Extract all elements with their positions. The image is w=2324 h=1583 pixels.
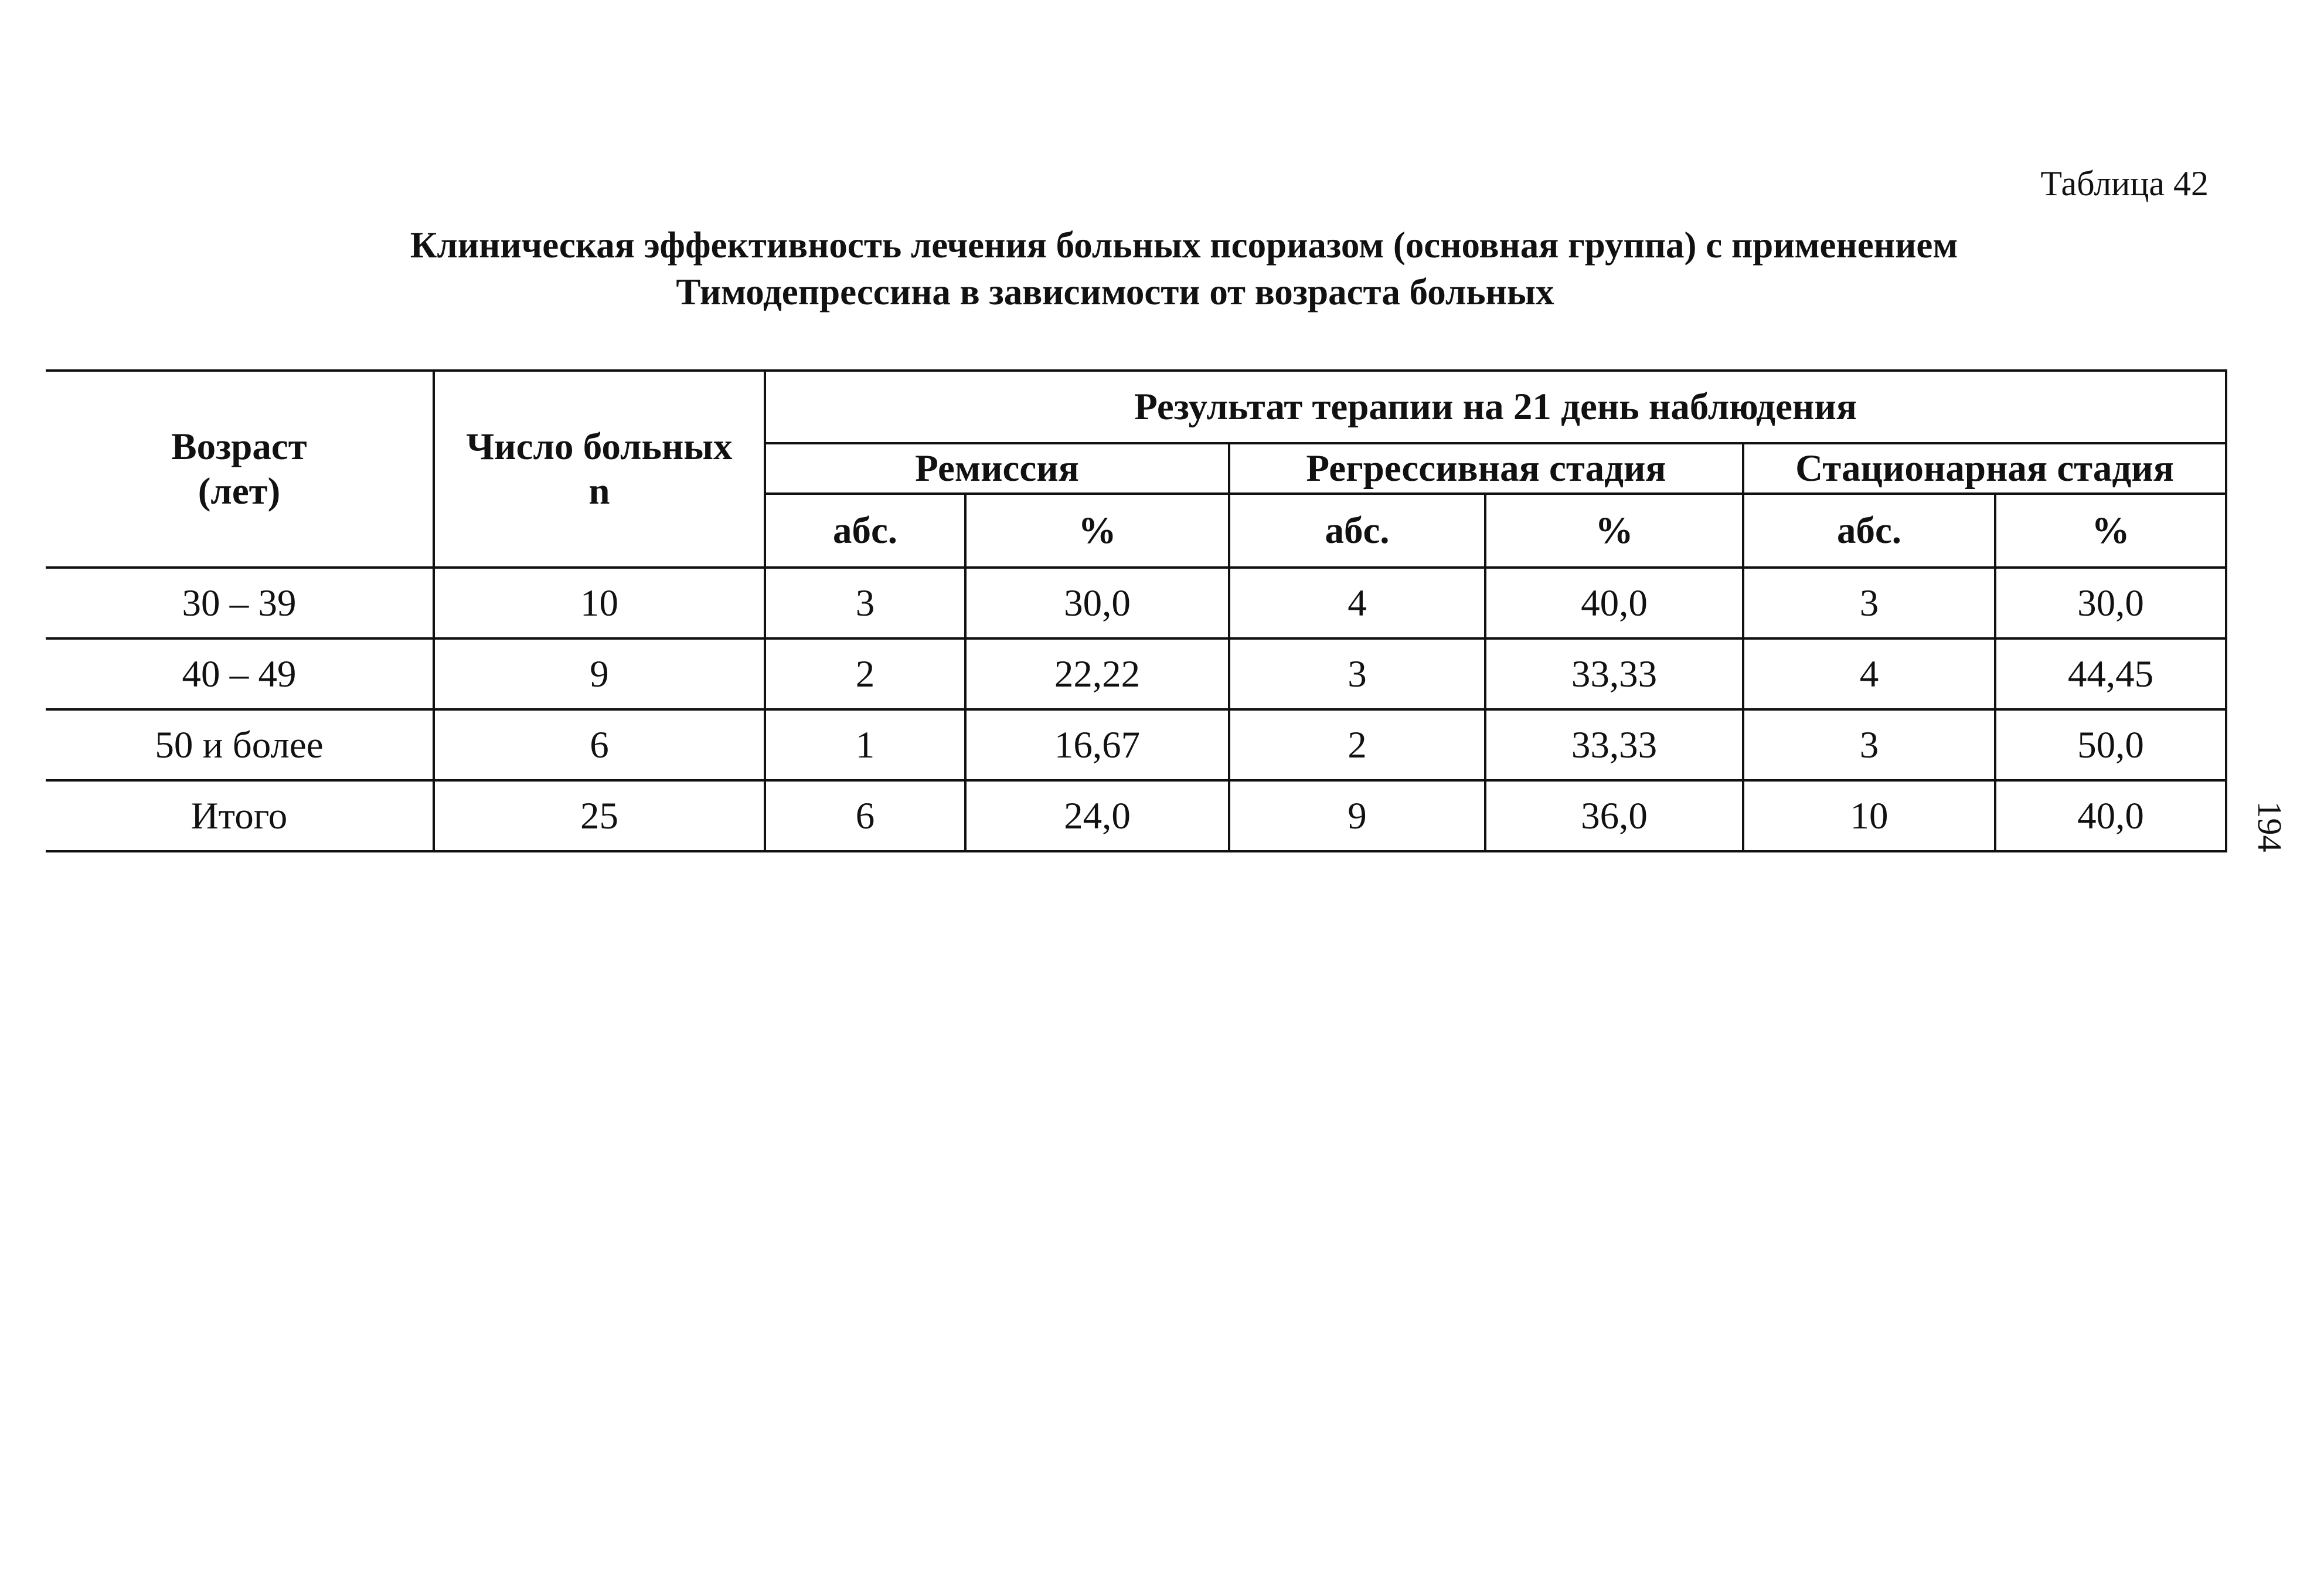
title-line-1: Клиническая эффективность лечения больных псориазом (основная группа) с применением xyxy=(410,225,1958,266)
cell-remission-abs: 1 xyxy=(765,709,965,780)
cell-stationary-percent: 30,0 xyxy=(1995,568,2226,638)
header-sub-abs: абс. xyxy=(1229,494,1485,568)
cell-age: 30 – 39 xyxy=(46,568,434,638)
header-sub-abs: абс. xyxy=(765,494,965,568)
cell-regressive-percent: 33,33 xyxy=(1485,638,1743,709)
header-age-line2: (лет) xyxy=(198,470,281,512)
cell-regressive-abs: 9 xyxy=(1229,780,1485,851)
cell-stationary-abs: 3 xyxy=(1743,709,1995,780)
cell-regressive-abs: 4 xyxy=(1229,568,1485,638)
cell-count: 9 xyxy=(434,638,765,709)
cell-regressive-percent: 36,0 xyxy=(1485,780,1743,851)
cell-stationary-percent: 50,0 xyxy=(1995,709,2226,780)
header-sub-percent: % xyxy=(965,494,1229,568)
cell-stationary-abs: 3 xyxy=(1743,568,1995,638)
cell-stationary-percent: 44,45 xyxy=(1995,638,2226,709)
cell-stationary-percent: 40,0 xyxy=(1995,780,2226,851)
page-number: 194 xyxy=(2251,801,2289,852)
header-age xyxy=(46,371,434,568)
cell-remission-abs: 3 xyxy=(765,568,965,638)
cell-count: 6 xyxy=(434,709,765,780)
table-row xyxy=(46,638,2226,709)
cell-remission-percent: 24,0 xyxy=(965,780,1229,851)
table-label: Таблица 42 xyxy=(2040,164,2209,203)
table-row-total xyxy=(46,780,2226,851)
document-title xyxy=(135,222,2233,315)
cell-remission-percent: 16,67 xyxy=(965,709,1229,780)
cell-remission-abs: 6 xyxy=(765,780,965,851)
cell-age: 50 и более xyxy=(46,709,434,780)
cell-regressive-percent: 33,33 xyxy=(1485,709,1743,780)
cell-remission-percent: 30,0 xyxy=(965,568,1229,638)
header-sub-abs: абс. xyxy=(1743,494,1995,568)
cell-regressive-abs: 2 xyxy=(1229,709,1485,780)
cell-count: 10 xyxy=(434,568,765,638)
title-line-2: Тимодепрессина в зависимости от возраста больных xyxy=(676,271,1554,312)
header-sub-percent: % xyxy=(1995,494,2226,568)
header-count-line2: n xyxy=(588,470,610,512)
header-age-line1: Возраст xyxy=(171,426,307,468)
cell-age: 40 – 49 xyxy=(46,638,434,709)
results-table xyxy=(46,369,2227,852)
cell-remission-percent: 22,22 xyxy=(965,638,1229,709)
header-count-line1: Число больных xyxy=(466,426,733,468)
cell-age: Итого xyxy=(46,780,434,851)
cell-stationary-abs: 10 xyxy=(1743,780,1995,851)
table-row xyxy=(46,709,2226,780)
cell-remission-abs: 2 xyxy=(765,638,965,709)
header-group-regressive: Регрессивная стадия xyxy=(1229,443,1743,494)
header-group-remission: Ремиссия xyxy=(765,443,1229,494)
cell-count: 25 xyxy=(434,780,765,851)
cell-stationary-abs: 4 xyxy=(1743,638,1995,709)
table-row xyxy=(46,568,2226,638)
cell-regressive-abs: 3 xyxy=(1229,638,1485,709)
header-group-stationary: Стационарная стадия xyxy=(1743,443,2226,494)
header-result: Результат терапии на 21 день наблюдения xyxy=(765,371,2226,443)
cell-regressive-percent: 40,0 xyxy=(1485,568,1743,638)
header-sub-percent: % xyxy=(1485,494,1743,568)
header-count xyxy=(434,371,765,568)
